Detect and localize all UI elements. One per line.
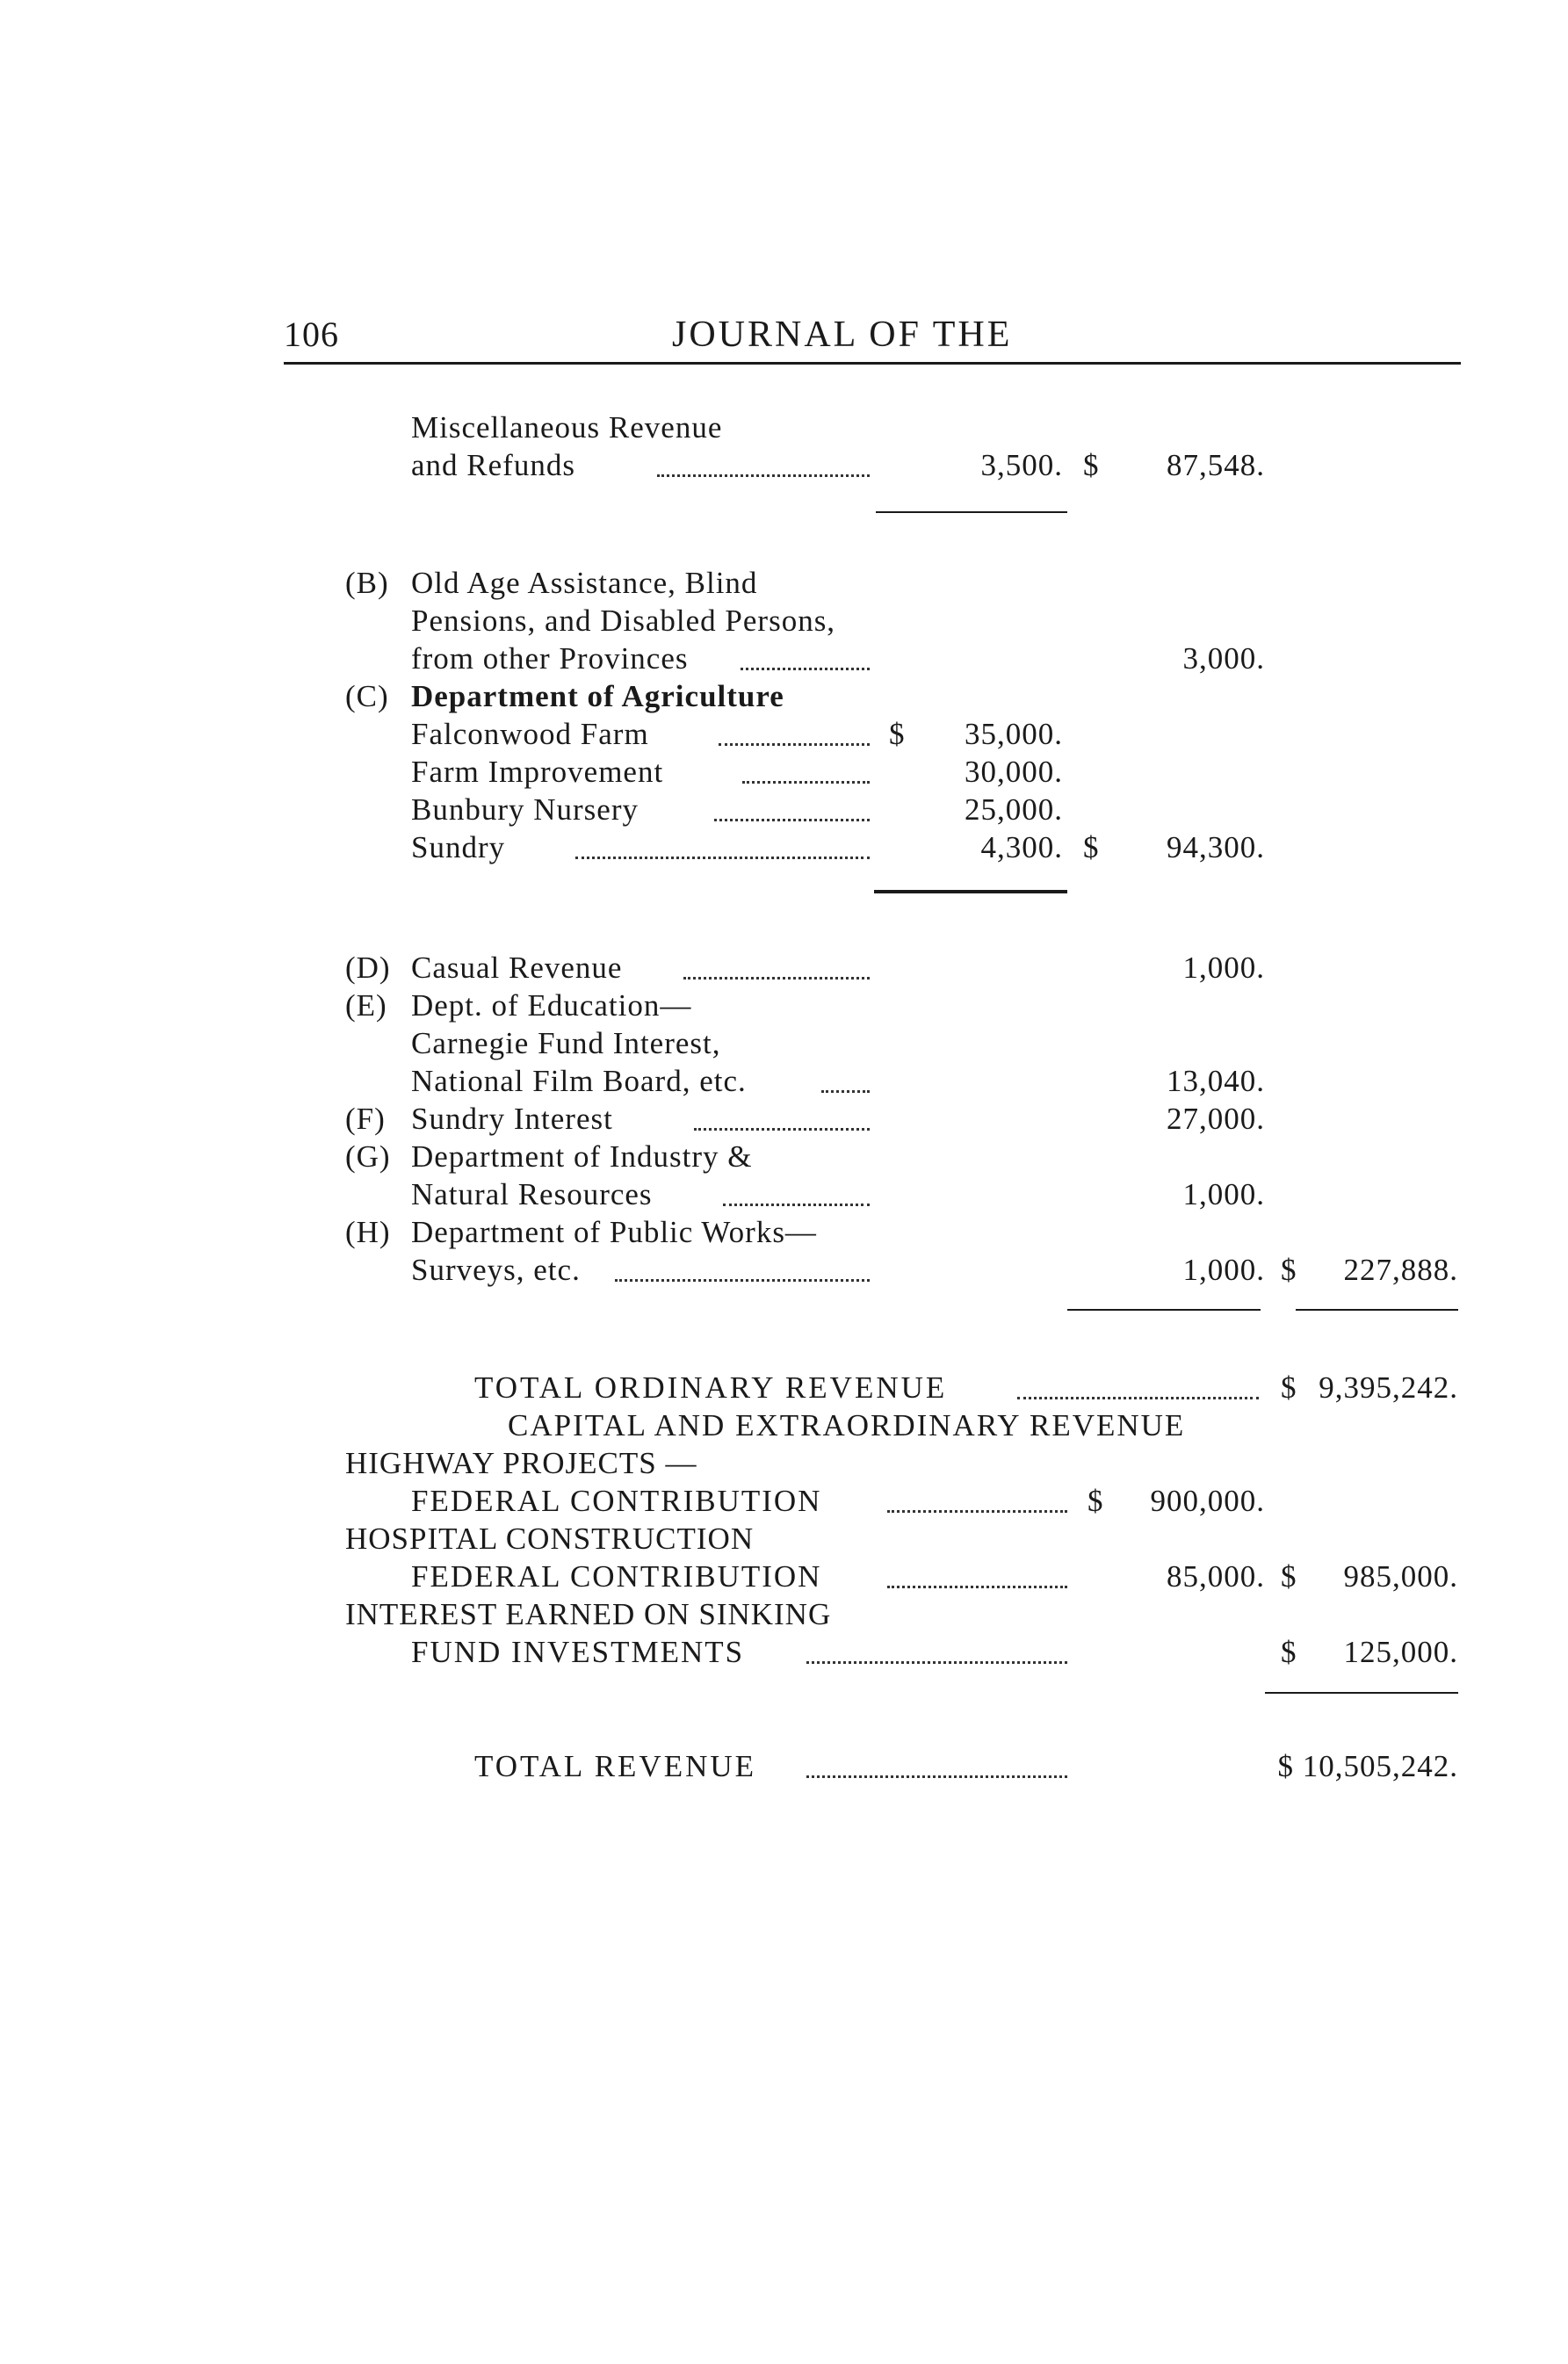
misc-line-2: and Refunds (411, 448, 575, 482)
c-value-1: 35,000. (965, 717, 1063, 751)
hospital-value: 85,000. (1167, 1559, 1265, 1594)
leader-dots (1017, 1397, 1259, 1399)
leader-dots (821, 1090, 870, 1093)
f-value: 27,000. (1167, 1102, 1265, 1136)
e-value: 13,040. (1167, 1064, 1265, 1098)
e-line-2: Carnegie Fund Interest, (411, 1026, 721, 1060)
rule (1067, 1309, 1261, 1311)
leader-dots (694, 1128, 870, 1131)
section-label-e: (E) (345, 988, 387, 1023)
total-ordinary-revenue-value: 9,395,242. (1319, 1370, 1458, 1405)
g-value: 1,000. (1182, 1177, 1265, 1211)
h-total: 227,888. (1343, 1253, 1458, 1287)
dollar-sign: $ (1281, 1370, 1297, 1405)
rule (874, 890, 1067, 893)
hospital-line-2: FEDERAL CONTRIBUTION (411, 1559, 822, 1594)
c-line-2: Farm Improvement (411, 755, 664, 789)
e-line-1: Dept. of Education— (411, 988, 692, 1023)
section-label-b: (B) (345, 566, 389, 600)
rule (1296, 1309, 1458, 1311)
h-line-2: Surveys, etc. (411, 1253, 581, 1287)
c-total: 94,300. (1167, 830, 1265, 864)
d-value: 1,000. (1182, 951, 1265, 985)
g-line-1: Department of Industry & (411, 1139, 753, 1174)
dollar-sign: $ (1281, 1635, 1297, 1669)
leader-dots (657, 474, 870, 477)
leader-dots (742, 781, 870, 784)
hospital-line-1: HOSPITAL CONSTRUCTION (345, 1522, 755, 1556)
leader-dots (741, 668, 870, 670)
g-line-2: Natural Resources (411, 1177, 653, 1211)
section-label-c: (C) (345, 679, 389, 713)
dollar-sign: $ (1083, 448, 1100, 482)
c-line-1: Falconwood Farm (411, 717, 649, 751)
interest-line-1: INTEREST EARNED ON SINKING (345, 1597, 832, 1631)
d-line-1: Casual Revenue (411, 951, 623, 985)
hospital-total: 985,000. (1343, 1559, 1458, 1594)
rule (1265, 1692, 1458, 1694)
b-line-2: Pensions, and Disabled Persons, (411, 604, 836, 638)
page-title: JOURNAL OF THE (672, 314, 1013, 355)
total-revenue-label: TOTAL REVENUE (474, 1749, 757, 1783)
total-ordinary-revenue-label: TOTAL ORDINARY REVENUE (474, 1370, 948, 1405)
c-heading: Department of Agriculture (411, 679, 784, 713)
misc-value: 3,500. (980, 448, 1063, 482)
c-line-4: Sundry (411, 830, 506, 864)
header-rule (284, 362, 1461, 365)
leader-dots (887, 1510, 1067, 1513)
dollar-sign: $ (1083, 830, 1100, 864)
leader-dots (615, 1279, 870, 1282)
section-label-h: (H) (345, 1215, 391, 1249)
capital-revenue-heading: CAPITAL AND EXTRAORDINARY REVENUE (508, 1408, 1186, 1442)
leader-dots (806, 1661, 1067, 1664)
f-line-1: Sundry Interest (411, 1102, 613, 1136)
leader-dots (683, 977, 870, 980)
section-label-d: (D) (345, 951, 391, 985)
b-value: 3,000. (1182, 641, 1265, 676)
leader-dots (714, 819, 870, 821)
leader-dots (887, 1586, 1067, 1588)
rule (876, 511, 1067, 513)
page-number: 106 (284, 314, 339, 354)
c-value-2: 30,000. (965, 755, 1063, 789)
leader-dots (575, 857, 870, 859)
h-value: 1,000. (1182, 1253, 1265, 1287)
interest-value: 125,000. (1343, 1635, 1458, 1669)
leader-dots (806, 1775, 1067, 1778)
b-line-1: Old Age Assistance, Blind (411, 566, 758, 600)
dollar-sign: $ (889, 717, 906, 751)
e-line-3: National Film Board, etc. (411, 1064, 747, 1098)
highway-value: 900,000. (1150, 1484, 1265, 1518)
dollar-sign: $ (1281, 1253, 1297, 1287)
misc-line-1: Miscellaneous Revenue (411, 410, 723, 445)
total-revenue-value: $ 10,505,242. (1277, 1749, 1458, 1783)
leader-dots (719, 743, 870, 746)
leader-dots (723, 1204, 870, 1206)
interest-line-2: FUND INVESTMENTS (411, 1635, 745, 1669)
h-line-1: Department of Public Works— (411, 1215, 817, 1249)
c-value-4: 4,300. (980, 830, 1063, 864)
highway-line-1: HIGHWAY PROJECTS — (345, 1446, 697, 1480)
dollar-sign: $ (1087, 1484, 1104, 1518)
c-line-3: Bunbury Nursery (411, 792, 639, 827)
highway-line-2: FEDERAL CONTRIBUTION (411, 1484, 822, 1518)
section-label-f: (F) (345, 1102, 386, 1136)
misc-subtotal: 87,548. (1167, 448, 1265, 482)
dollar-sign: $ (1281, 1559, 1297, 1594)
c-value-3: 25,000. (965, 792, 1063, 827)
section-label-g: (G) (345, 1139, 391, 1174)
b-line-3: from other Provinces (411, 641, 689, 676)
